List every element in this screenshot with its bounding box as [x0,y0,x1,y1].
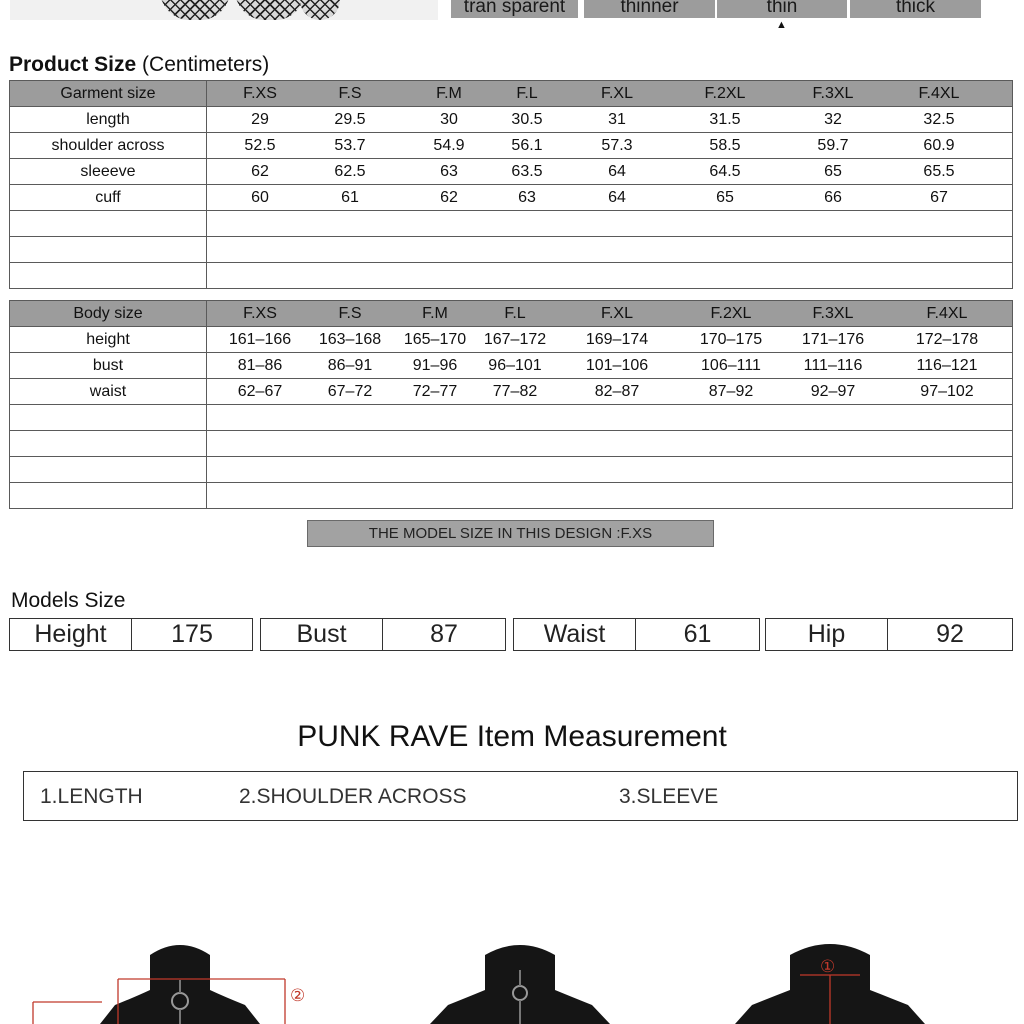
row-label: waist [10,379,207,405]
row-label: sleeeve [10,159,207,185]
size-header-cell: F.XL [600,84,633,102]
table-cell: 167–172 [483,330,547,348]
table-cell: 32.5 [923,110,955,128]
row-values [207,133,1013,159]
selected-marker-icon: ▲ [776,19,787,31]
table-cell: 106–111 [701,356,761,374]
thickness-level-selected: thin [717,0,847,18]
model-waist-label: Waist [514,619,636,650]
table-cell: 165–170 [403,330,467,348]
table-cell: 82–87 [594,382,640,400]
model-bust-label: Bust [261,619,383,650]
row-values [207,185,1013,211]
model-hip-label: Hip [766,619,888,650]
size-header-cell: F.3XL [812,304,854,322]
table-cell: 62–67 [237,382,283,400]
size-header-cell: F.4XL [918,84,960,102]
garment-size-header: Garment size [10,81,207,107]
table-cell: 52.5 [244,136,276,154]
table-cell: 64 [608,188,626,206]
table-cell: 62.5 [334,162,366,180]
row-label: shoulder across [10,133,207,159]
table-cell: 65 [716,188,734,206]
table-row [10,159,1013,185]
table-cell: 72–77 [412,382,458,400]
thickness-level: thick [850,0,981,18]
table-row [10,133,1013,159]
garment-shoulder-diagram [20,935,320,1024]
size-header-cell: F.L [516,84,538,102]
table-cell: 77–82 [492,382,538,400]
product-photo-fragment [10,0,438,20]
row-values [207,159,1013,185]
garment-front-view [360,935,660,1024]
empty-row [10,457,1013,483]
table-cell: 171–176 [801,330,865,348]
size-header-cell: F.L [504,304,526,322]
measurement-item-sleeve: 3.SLEEVE [619,785,719,808]
table-cell: 64 [608,162,626,180]
table-cell: 29 [251,110,269,128]
marker-1-label: ① [820,957,836,977]
measurement-legend [23,771,1018,821]
size-header-row [207,81,1013,107]
table-cell: 87–92 [708,382,754,400]
table-cell: 31.5 [709,110,741,128]
table-cell: 56.1 [511,136,543,154]
table-row [10,327,1013,353]
garment-length-diagram [690,935,990,1024]
body-size-header: Body size [10,301,207,327]
size-header-cell: F.M [422,304,448,322]
table-cell: 54.9 [433,136,465,154]
table-cell: 61 [341,188,359,206]
table-cell: 30.5 [511,110,543,128]
table-cell: 60.9 [923,136,955,154]
empty-row [10,211,1013,237]
row-values [207,353,1013,379]
table-cell: 58.5 [709,136,741,154]
thickness-level: thinner [584,0,715,18]
table-cell: 116–121 [916,356,978,374]
table-cell: 63.5 [511,162,543,180]
fishnet-leg [235,0,305,20]
table-cell: 67–72 [327,382,373,400]
measurement-item-length: 1.LENGTH [40,785,143,808]
table-cell: 60 [251,188,269,206]
table-cell: 53.7 [334,136,366,154]
size-header-cell: F.2XL [704,84,746,102]
fishnet-leg [300,0,340,20]
size-header-cell: F.2XL [710,304,752,322]
row-values [207,379,1013,405]
product-size-title-text: Product Size [9,53,137,76]
table-row [10,379,1013,405]
table-cell: 96–101 [488,356,542,374]
model-waist-box [513,618,760,651]
empty-row [10,431,1013,457]
table-cell: 59.7 [817,136,849,154]
table-cell: 66 [824,188,842,206]
table-cell: 91–96 [412,356,458,374]
model-size-note: THE MODEL SIZE IN THIS DESIGN :F.XS [307,520,714,547]
model-height-box [9,618,253,651]
marker-2-label: ② [290,986,306,1006]
model-height-label: Height [10,619,132,650]
model-bust-box [260,618,506,651]
table-cell: 31 [608,110,626,128]
fishnet-leg [160,0,230,20]
thickness-scale [451,0,982,32]
table-cell: 101–106 [585,356,649,374]
size-header-cell: F.S [338,304,362,322]
product-size-unit: (Centimeters) [142,53,270,76]
table-cell: 170–175 [699,330,763,348]
empty-row [10,263,1013,289]
measurement-item-shoulder: 2.SHOULDER ACROSS [239,785,467,808]
table-cell: 62 [251,162,269,180]
table-cell: 63 [440,162,458,180]
empty-row [10,405,1013,431]
table-row [10,107,1013,133]
table-cell: 163–168 [318,330,382,348]
product-size-title [9,53,269,77]
table-cell: 111–116 [803,356,863,374]
row-label: bust [10,353,207,379]
size-header-row [207,301,1013,327]
table-cell: 64.5 [709,162,741,180]
model-hip-box [765,618,1013,651]
empty-row [10,237,1013,263]
table-cell: 29.5 [334,110,366,128]
model-bust-value: 87 [430,620,458,648]
table-cell: 97–102 [920,382,974,400]
table-cell: 67 [930,188,948,206]
body-size-table [9,300,1013,509]
size-header-cell: F.XL [600,304,633,322]
row-values [207,327,1013,353]
table-cell: 65 [824,162,842,180]
empty-row [10,483,1013,509]
size-header-cell: F.M [436,84,462,102]
table-cell: 30 [440,110,458,128]
size-header-cell: F.4XL [926,304,968,322]
table-cell: 92–97 [810,382,856,400]
table-cell: 32 [824,110,842,128]
size-header-cell: F.XS [243,304,277,322]
row-label: height [10,327,207,353]
models-size-title: Models Size [11,589,126,612]
model-hip-value: 92 [936,620,964,648]
table-cell: 57.3 [601,136,633,154]
size-header-cell: F.3XL [812,84,854,102]
row-label: cuff [10,185,207,211]
measurement-title: PUNK RAVE Item Measurement [297,720,727,753]
garment-size-table [9,80,1013,289]
table-row [10,353,1013,379]
model-height-value: 175 [171,620,213,648]
table-cell: 81–86 [237,356,283,374]
row-label: length [10,107,207,133]
model-waist-value: 61 [683,620,712,648]
table-cell: 63 [518,188,536,206]
size-header-cell: F.S [338,84,362,102]
table-cell: 86–91 [327,356,373,374]
size-header-cell: F.XS [243,84,277,102]
table-cell: 172–178 [915,330,979,348]
table-cell: 161–166 [228,330,292,348]
table-cell: 169–174 [585,330,649,348]
thickness-level: tran sparent [451,0,578,18]
table-cell: 62 [440,188,458,206]
table-row [10,185,1013,211]
row-values [207,107,1013,133]
table-cell: 65.5 [923,162,955,180]
